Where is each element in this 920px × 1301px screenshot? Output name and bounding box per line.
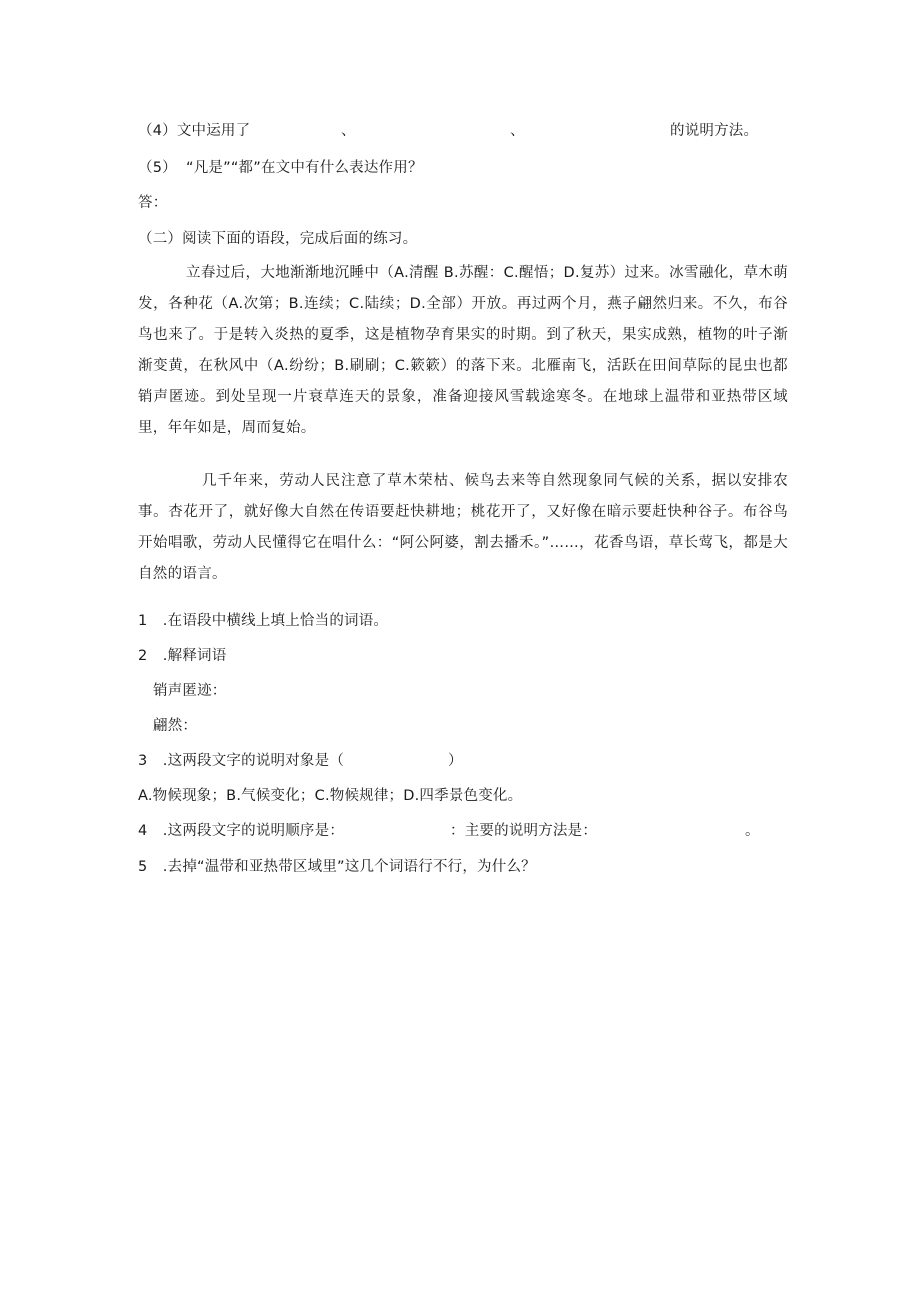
term-pianran: 翩然： (153, 718, 198, 734)
exercise-4-text: .这两段文字的说明顺序是： (158, 823, 345, 839)
exercise-4-number: 4 (138, 823, 148, 839)
exercise-5 (138, 857, 536, 877)
question-4-text: （4）文中运用了 (138, 123, 251, 139)
exercise-2 (138, 646, 226, 666)
exercise-5-number: 5 (138, 859, 148, 875)
exercise-1 (138, 611, 388, 631)
section-2-title: （二）阅读下面的语段，完成后面的练习。 (138, 231, 418, 247)
exercise-3-number: 3 (138, 753, 148, 769)
exercise-4 (138, 821, 760, 841)
exercise-2-number: 2 (138, 648, 148, 664)
reading-paragraph-1: 立春过后，大地渐渐地沉睡中（A.清醒 B.苏醒：C.醒悟；D.复苏）过来。冰雪融化，草木萌发，各种花（A.次第；B.连续；C.陆续；D.全部）开放。再过两个月，燕子翩然归来。不久，布谷鸟也来了。于是转入炎热的夏季，这是植物孕育果实的时期。到了秋天，果实成熟，植物的叶子渐渐变黄，在秋风中（A.纷纷；B.刷刷；C.簌簌）的落下来。北雁南飞，活跃在田间草际的昆虫也都销声匿迹。到处呈现一片衰草连天的景象，准备迎接风雪载途寒冬。在地球上温带和亚热带区域里，年年如是，周而复始。 (138, 265, 788, 436)
question-5-number: （5） (138, 160, 177, 176)
question-4-ending: 的说明方法。 (670, 123, 759, 139)
term-xiaoshengniji: 销声匿迹： (153, 683, 227, 699)
exercise-1-number: 1 (138, 613, 148, 629)
exercise-4-mid: ：主要的说明方法是： (450, 823, 598, 839)
exercise-5-text: .去掉“温带和亚热带区域里”这几个词语行不行，为什么？ (158, 859, 536, 875)
exercise-3-options: A.物候现象；B.气候变化；C.物候规律；D.四季景色变化。 (138, 788, 523, 804)
exercise-2-text: .解释词语 (158, 648, 227, 664)
question-5 (138, 158, 423, 178)
question-5-text: “凡是”“都”在文中有什么表达作用？ (186, 160, 423, 176)
exercise-3-text: .这两段文字的说明对象是（ (158, 753, 345, 769)
question-4-separator-2: 、 (510, 123, 525, 139)
reading-paragraph-2: 几千年来，劳动人民注意了草木荣枯、候鸟去来等自然现象同气候的关系，据以安排农事。杏花开了，就好像大自然在传语要赶快耕地；桃花开了，又好像在暗示要赶快种谷子。布谷鸟开始唱歌，劳动人民懂得它在唱什么：“阿公阿婆，割去播禾。”……，花香鸟语，草长莺飞，都是大自然的语言。 (138, 473, 788, 582)
exercise-4-end: 。 (745, 823, 760, 839)
exercise-3-close: ） (448, 753, 463, 769)
exercise-3 (138, 751, 463, 771)
answer-label: 答： (138, 195, 168, 211)
question-4-separator-1: 、 (341, 123, 356, 139)
exercise-1-text: .在语段中横线上填上恰当的词语。 (158, 613, 389, 629)
